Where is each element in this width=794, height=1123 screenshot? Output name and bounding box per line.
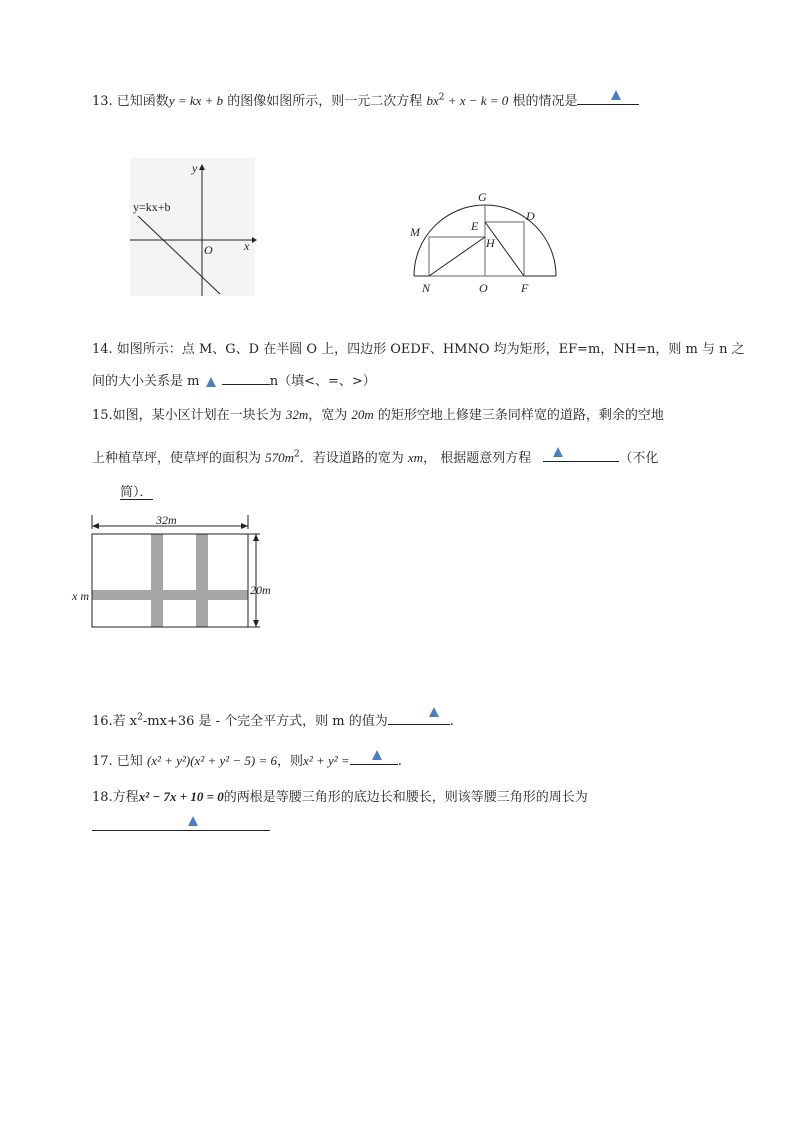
question-14-line-2 (92, 370, 376, 391)
q15-road-width: xm (407, 450, 424, 465)
point-g-label: G (478, 190, 487, 204)
q13-equation-a: bx (426, 93, 439, 108)
q16-middle: -mx+36 是 - 个完全平方式，则 m 的值为 (142, 714, 388, 729)
point-e-label: E (471, 219, 479, 233)
q17-expression-1: (x² + y²)(x² + y² − 5) = 6 (146, 753, 278, 768)
x-axis-label: x (244, 239, 250, 253)
question-14-line-1: 14. 如图所示：点 M、G、D 在半圆 O 上，四边形 OEDF、HMNO 均为矩形，EF=m，NH=n，则 m 与 n 之 (92, 342, 745, 357)
graph-background (130, 158, 255, 296)
point-n-label: N (422, 281, 431, 295)
q15-area-sup: 2 (294, 449, 300, 460)
point-h-label: H (486, 236, 495, 250)
q13-suffix: 根的情况是 (508, 94, 578, 109)
q16-sup: 2 (137, 712, 143, 723)
arrow-down-icon (253, 620, 259, 627)
arrow-up-icon (253, 534, 259, 541)
q13-equation-sup: 2 (438, 92, 445, 103)
q13-prefix: 13. 已知函数 (92, 94, 169, 109)
q15-text-a: 15.如图，某小区计划在一块长为 (92, 408, 286, 423)
triangle-marker-icon (553, 447, 563, 457)
question-18 (92, 788, 588, 807)
q15-text-f: ， 根据题意列方程 (423, 451, 532, 466)
q15-text-b: ，宽为 (308, 408, 352, 423)
triangle-marker-icon (611, 90, 621, 100)
question-15-line-2 (92, 447, 658, 468)
q18-answer-blank[interactable] (92, 816, 270, 831)
y-axis-label: y (192, 161, 198, 175)
horizontal-road (92, 590, 248, 600)
q17-suffix: . (397, 754, 402, 769)
q17-prefix: 17. 已知 (92, 754, 143, 769)
width-label: 20m (250, 583, 271, 597)
question-15-line-1 (92, 406, 664, 425)
q15-area: 570m (265, 450, 295, 465)
q15-width: 20m (351, 407, 374, 422)
q18-prefix: 18.方程 (92, 790, 139, 805)
length-label: 32m (156, 513, 177, 527)
question-13 (92, 90, 639, 111)
q14-suffix: n（填<、=、>） (269, 374, 376, 389)
q16-suffix: . (449, 714, 454, 729)
road-rectangle-figure (70, 512, 290, 637)
q15-text-h: 简）． (120, 485, 153, 500)
q17-expression-2: x² + y² = (303, 753, 350, 768)
point-o-label: O (479, 281, 488, 295)
vertical-road-2 (196, 534, 208, 627)
q16-prefix: 16.若 x (92, 714, 138, 729)
q14-prefix: 间的大小关系是 m (92, 374, 200, 389)
linear-function-graph (130, 158, 255, 298)
question-17 (92, 750, 402, 771)
q13-middle: 的图像如图所示，则一元二次方程 (223, 94, 427, 109)
q15-text-e: ．若设道路的宽为 (299, 451, 408, 466)
triangle-marker-icon (429, 707, 439, 717)
q18-equation: x² − 7x + 10 = 0 (138, 789, 224, 804)
q15-length: 32m (285, 407, 309, 422)
q15-answer-blank[interactable] (543, 447, 619, 462)
point-f-label: F (521, 281, 529, 295)
q17-middle: ，则 (277, 754, 304, 769)
point-d-label: D (526, 209, 535, 223)
point-m-label: M (410, 225, 420, 239)
question-18-answer-line (92, 816, 270, 837)
q15-text-d: 上种植草坪，使草坪的面积为 (92, 451, 266, 466)
q16-answer-blank[interactable] (388, 710, 450, 725)
q13-answer-blank[interactable] (577, 90, 639, 105)
q13-equation-b: + x − k = 0 (444, 93, 509, 108)
arrow-left-icon (92, 523, 99, 529)
road-width-label: x m (72, 589, 89, 603)
vertical-road-1 (151, 534, 163, 627)
question-15-line-3 (120, 484, 153, 502)
q17-answer-blank[interactable] (350, 750, 398, 765)
land-rectangle (92, 534, 248, 627)
triangle-marker-icon (188, 816, 198, 826)
q14-answer-blank[interactable] (222, 370, 270, 385)
question-16 (92, 710, 454, 731)
q18-suffix: 的两根是等腰三角形的底边长和腰长，则该等腰三角形的周长为 (223, 790, 588, 805)
triangle-marker-icon (206, 377, 216, 387)
origin-label: O (204, 243, 213, 257)
segment-nh (429, 237, 485, 276)
triangle-marker-icon (372, 750, 382, 760)
q15-text-c: 的矩形空地上修建三条同样宽的道路，剩余的空地 (373, 408, 664, 423)
q15-text-g: （不化 (619, 451, 659, 466)
arrow-right-icon (241, 523, 248, 529)
q13-function: y = kx + b (168, 93, 224, 108)
graph-function-label: y=kx+b (133, 200, 171, 214)
semicircle-figure (400, 185, 570, 300)
